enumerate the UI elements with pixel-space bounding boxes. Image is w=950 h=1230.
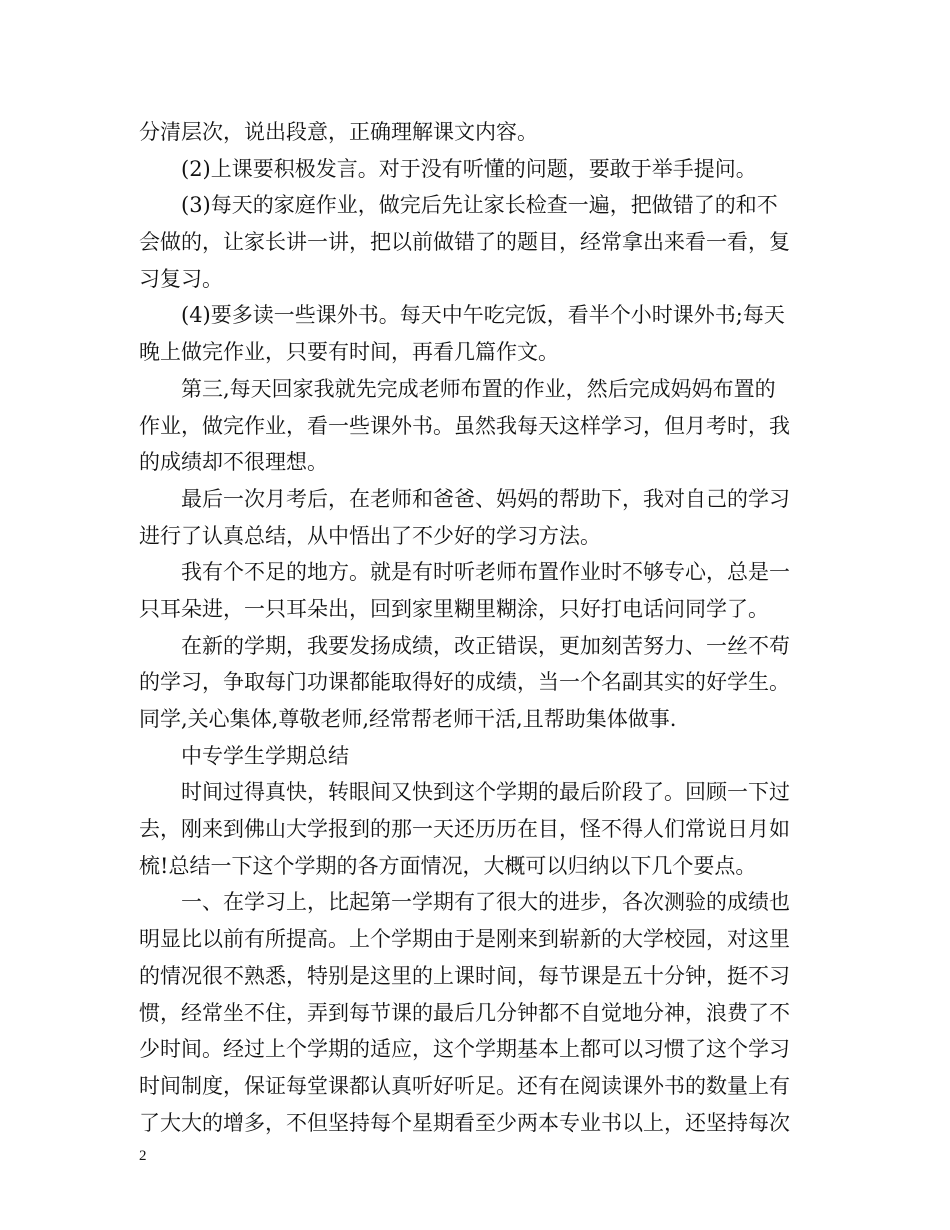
text-line: 习复习。 — [139, 266, 223, 291]
text-line: 中专学生学期总结 — [181, 743, 349, 768]
text-line: 晚上做完作业，只要有时间，再看几篇作文。 — [139, 340, 559, 365]
text-line: 时间过得真快，转眼间又快到这个学期的最后阶段了。回顾一下过 — [181, 780, 790, 805]
text-line: (2)上课要积极发言。对于没有听懂的问题，要敢于举手提问。 — [181, 156, 757, 181]
text-line: 进行了认真总结，从中悟出了不少好的学习方法。 — [139, 523, 601, 548]
text-line: 时间制度，保证每堂课都认真听好听足。还有在阅读课外书的数量上有 — [139, 1073, 790, 1098]
page-number: 2 — [139, 1148, 147, 1164]
text-line: 梳!总结一下这个学期的各方面情况，大概可以归纳以下几个要点。 — [139, 853, 757, 878]
text-line: 一、在学习上，比起第一学期有了很大的进步，各次测验的成绩也 — [181, 890, 790, 915]
text-line: 分清层次，说出段意，正确理解课文内容。 — [139, 120, 538, 144]
text-line: (3)每天的家庭作业，做完后先让家长检查一遍，把做错了的和不 — [181, 193, 778, 218]
text-line: 少时间。经过上个学期的适应，这个学期基本上都可以习惯了这个学习 — [139, 1037, 790, 1062]
text-line: 同学,关心集体,尊敬老师,经常帮老师干活,且帮助集体做事. — [139, 707, 677, 731]
text-line: 只耳朵进，一只耳朵出，回到家里糊里糊涂，只好打电话问同学了。 — [139, 596, 769, 621]
text-line: 我有个不足的地方。就是有时听老师布置作业时不够专心，总是一 — [181, 560, 790, 585]
text-line: 明显比以前有所提高。上个学期由于是刚来到崭新的大学校园，对这里 — [139, 927, 790, 952]
text-line: 的学习，争取每门功课都能取得好的成绩，当一个名副其实的好学生。 — [139, 670, 790, 695]
text-line: 在新的学期，我要发扬成绩，改正错误，更加刻苦努力、一丝不苟 — [181, 633, 790, 658]
text-line: 惯，经常坐不住，弄到每节课的最后几分钟都不自觉地分神，浪费了不 — [139, 1000, 790, 1025]
text-line: 了大大的增多，不但坚持每个星期看至少两本专业书以上，还坚持每次 — [139, 1110, 790, 1135]
text-line: 第三,每天回家我就先完成老师布置的作业，然后完成妈妈布置的 — [181, 376, 776, 401]
text-line: (4)要多读一些课外书。每天中午吃完饭，看半个小时课外书;每天 — [181, 303, 785, 328]
text-line: 会做的，让家长讲一讲，把以前做错了的题目，经常拿出来看一看，复 — [139, 230, 790, 255]
body-text — [139, 114, 813, 1141]
text-line: 最后一次月考后，在老师和爸爸、妈妈的帮助下，我对自己的学习 — [181, 486, 790, 511]
text-line: 作业，做完作业，看一些课外书。虽然我每天这样学习，但月考时，我 — [139, 413, 790, 438]
text-line: 的情况很不熟悉，特别是这里的上课时间，每节课是五十分钟，挺不习 — [139, 963, 790, 988]
text-line: 的成绩却不很理想。 — [139, 450, 328, 475]
text-line: 去，刚来到佛山大学报到的那一天还历历在目，怪不得人们常说日月如 — [139, 817, 790, 842]
